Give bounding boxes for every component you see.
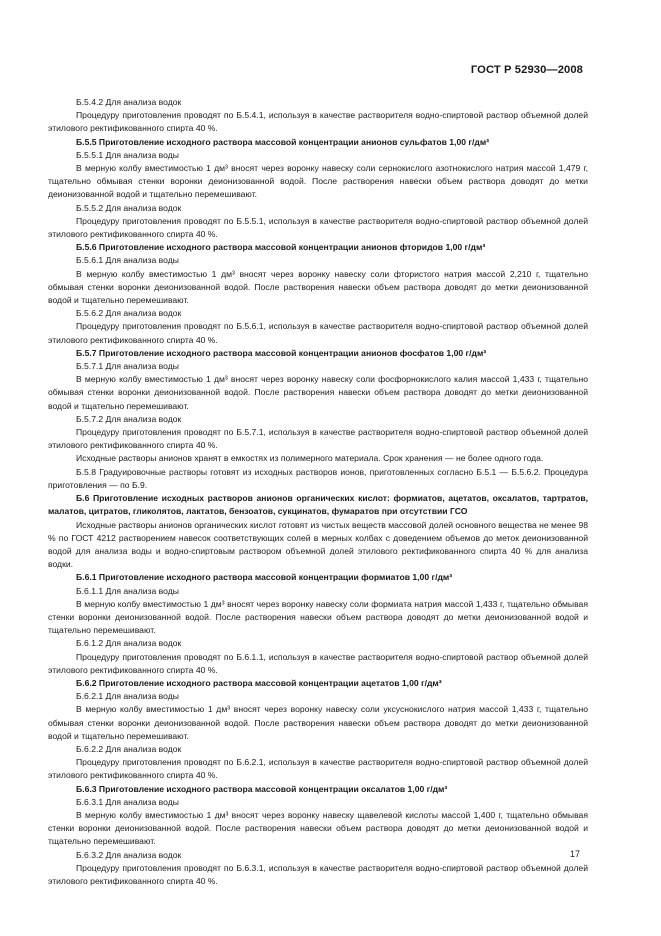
paragraph: Б.5.4.2 Для анализа водок [76, 97, 182, 107]
paragraph: Б.5.7.2 Для анализа водок [76, 413, 182, 424]
paragraph: Б.5.5.1 Для анализа воды [76, 149, 179, 160]
paragraph: Процедуру приготовления проводят по Б.5.5.1, используя в качестве растворителя водно-спиртовой раствор объемной долей этилового ректификованного спирта 40 %. [48, 215, 588, 240]
paragraph: В мерную колбу вместимостью 1 дм³ вносят через воронку навеску соли уксуснокислого натрия массой 1,433 г, тщательно обмывая стенки воронки деионизованной водой. После растворения навески объем раствора доводят до метки деионизованной водой и тщательно перемешивают. [48, 704, 588, 741]
paragraph: Процедуру приготовления проводят по Б.5.4.1, используя в качестве растворителя водно-спиртовой раствор объемной долей этилового ректификованного спирта 40 %. [48, 110, 588, 134]
section-heading: Б.5.5 Приготовление исходного раствора массовой концентрации анионов сульфатов 1,00 г/дм³ [76, 136, 490, 147]
paragraph: Б.6.3.2 Для анализа водок [76, 849, 182, 860]
paragraph: В мерную колбу вместимостью 1 дм³ вносят через воронку навеску соли фосфорнокислого калия массой 1,433 г, тщательно обмывая стенки воронки деионизованной водой. После растворения навески объем раствора доводят до метки деионизованной водой и тщательно перемешивают. [48, 374, 588, 411]
paragraph: В мерную колбу вместимостью 1 дм³ вносят через воронку навеску соли сернокислого азотнокислого натрия массой 1,479 г, тщательно обмывая стенки воронки деионизованной водой. После растворения навески объем раствора доводят до метки деионизованной водой и тщательно перемешивают. [48, 163, 588, 200]
paragraph: Б.6.2.2 Для анализа водок [76, 743, 182, 754]
paragraph: Б.5.7.1 Для анализа воды [76, 361, 179, 372]
paragraph: Б.5.5.2 Для анализа водок [76, 202, 182, 213]
paragraph: Процедуру приготовления проводят по Б.5.7.1, используя в качестве растворителя водно-спиртовой раствор объемной долей этилового ректификованного спирта 40 %. [48, 427, 588, 451]
paragraph: В мерную колбу вместимостью 1 дм³ вносят через воронку навеску соли формиата натрия массой 1,433 г, тщательно обмывая стенки воронки деионизованной водой. После растворения навески объем раствора доводят до метки деионизованной водой и тщательно перемешивают. [48, 598, 588, 636]
section-heading: Б.5.7 Приготовление исходного раствора массовой концентрации анионов фосфатов 1,00 г/дм³ [76, 347, 487, 358]
section-heading: Б.5.6 Приготовление исходного раствора массовой концентрации анионов фторидов 1,00 г/дм³ [76, 242, 486, 253]
document-header: ГОСТ Р 52930—2008 [470, 64, 583, 76]
paragraph: Исходные растворы анионов хранят в емкостях из полимерного материала. Срок хранения — не более одного года. [76, 453, 544, 464]
paragraph: В мерную колбу вместимостью 1 дм³ вносят через воронку навеску щавелевой кислоты массой 1,400 г, тщательно обмывая стенки воронки деионизованной водой. После растворения навески объем раствора доводят до метки деионизованной водой и тщательно перемешивают. [48, 809, 588, 847]
paragraph: Б.6.1.1 Для анализа воды [76, 585, 179, 596]
page-number: 17 [570, 849, 581, 859]
paragraph: Процедуру приготовления проводят по Б.6.1.1, используя в качестве растворителя водно-спиртовой раствор объемной долей этилового ректификованного спирта 40 %. [48, 651, 588, 675]
document-body [48, 96, 588, 888]
paragraph: Б.6.3.1 Для анализа воды [76, 796, 179, 807]
paragraph: Б.5.6.2 Для анализа водок [76, 308, 182, 319]
paragraph: В мерную колбу вместимостью 1 дм³ вносят через воронку навеску соли фтористого натрия массой 2,210 г, тщательно обмывая стенки воронки деионизованной водой. После растворения навески объем раствора доводят до метки деионизованной водой и тщательно перемешивают. [48, 268, 588, 306]
paragraph: Б.5.6.1 Для анализа воды [76, 255, 179, 266]
paragraph: Процедуру приготовления проводят по Б.6.2.1, используя в качестве растворителя водно-спиртовой раствор объемной долей этилового ректификованного спирта 40 %. [48, 757, 588, 781]
paragraph: Б.6.1.2 Для анализа водок [76, 638, 182, 649]
paragraph: Исходные растворы анионов органических кислот готовят из чистых веществ массовой долей основного вещества не менее 98 % по ГОСТ 4212 растворением навесок соответствующих солей в мерных колбах с доведением объемов до меток деионизованной водой для анализа воды и водно-спиртовым раствором объемной долей этилового ректификованного спирта 40 % для анализа водки. [48, 519, 588, 570]
paragraph: Процедуру приготовления проводят по Б.6.3.1, используя в качестве растворителя водно-спиртовой раствор объемной долей этилового ректификованного спирта 40 %. [48, 862, 588, 886]
section-heading: Б.6.2 Приготовление исходного раствора массовой концентрации ацетатов 1,00 г/дм³ [76, 677, 442, 688]
paragraph: Б.5.8 Градуировочные растворы готовят из исходных растворов ионов, приготовленных согласно Б.5.1 — Б.5.6.2. Процедура приготовления — по Б.9. [48, 466, 588, 490]
section-heading: Б.6 Приготовление исходных растворов анионов органических кислот: формиатов, ацетатов, оксалатов, тартратов, малатов, цитратов, гликолятов, лактатов, бензоатов, сукцинатов, фумаратов при отсутствии ГСО [48, 493, 588, 517]
section-heading: Б.6.1 Приготовление исходного раствора массовой концентрации формиатов 1,00 г/дм³ [76, 572, 453, 583]
paragraph: Процедуру приготовления проводят по Б.5.6.1, используя в качестве растворителя водно-спиртовой раствор объемной долей этилового ректификованного спирта 40 %. [48, 321, 588, 345]
section-heading: Б.6.3 Приготовление исходного раствора массовой концентрации оксалатов 1,00 г/дм³ [76, 783, 448, 794]
paragraph: Б.6.2.1 Для анализа воды [76, 691, 179, 702]
